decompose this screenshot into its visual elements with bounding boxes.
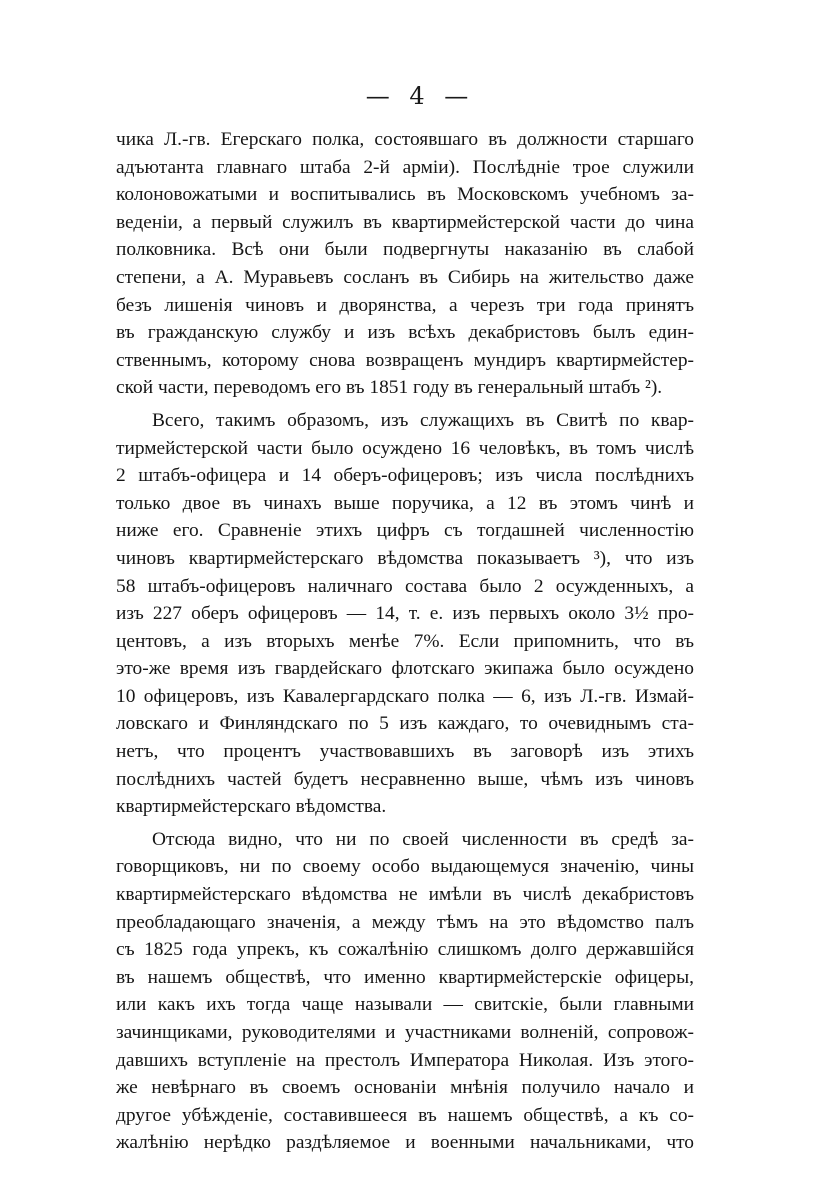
text-line: говорщиковъ, ни по своему особо выдающемуся значенію, чины [116,856,694,878]
text-line: 58 штабъ-офицеровъ наличнаго состава было 2 осужденныхъ, а [116,575,694,597]
paragraph-2 [116,407,694,821]
body-text [116,126,694,1162]
text-line: Всего, такимъ образомъ, изъ служащихъ въ Свитѣ по квар- [152,409,694,431]
text-line: другое убѣжденіе, составившееся въ нашемъ обществѣ, а къ со- [116,1104,694,1126]
text-line: жалѣнію нерѣдко раздѣляемое и военными начальниками, что [116,1132,694,1154]
text-line: полковника. Всѣ они были подвергнуты наказанію въ слабой [116,239,694,261]
text-line: адъютанта главнаго штаба 2-й арміи). Послѣдніе трое служили [116,156,694,178]
page-number: — 4 — [365,82,475,110]
text-line: давшихъ вступленіе на престолъ Императора Николая. Изъ этого- [116,1049,694,1071]
paragraph-1 [116,126,694,402]
text-line: веденіи, а первый служилъ въ квартирмейстерской части до чина [116,211,694,233]
text-line: зачинщиками, руководителями и участниками волненій, сопровож- [116,1022,694,1043]
text-line: Отсюда видно, что ни по своей численности въ средѣ за- [152,828,694,850]
text-line: колоновожатыми и воспитывались въ Московскомъ учебномъ за- [116,184,694,206]
text-line: ственнымъ, которому снова возвращенъ мундиръ квартирмейстер- [116,349,694,371]
text-line: изъ 227 оберъ офицеровъ — 14, т. е. изъ первыхъ около 3½ про- [116,603,694,625]
text-line: центовъ, а изъ вторыхъ менѣе 7%. Если припомнить, что въ [116,630,694,652]
text-line: въ гражданскую службу и изъ всѣхъ декабристовъ былъ един- [116,322,694,344]
text-line: это-же время изъ гвардейскаго флотскаго экипажа было осуждено [116,658,694,680]
text-line: степени, а А. Муравьевъ сосланъ въ Сибирь на жительство даже [116,266,694,288]
text-line: 10 офицеровъ, изъ Кавалергардскаго полка — 6, изъ Л.-гв. Измай- [116,685,694,707]
text-line: ниже его. Сравненіе этихъ цифръ съ тогдашней численностію [116,520,694,542]
text-line: преобладающаго значенія, а между тѣмъ на это вѣдомство палъ [116,911,694,933]
text-line: въ нашемъ обществѣ, что именно квартирмейстерскіе офицеры, [116,966,694,988]
text-line: чиновъ квартирмейстерскаго вѣдомства показываетъ ³), что изъ [116,547,694,569]
text-line: тирмейстерской части было осуждено 16 человѣкъ, въ томъ числѣ [116,437,694,459]
text-line: 2 штабъ-офицера и 14 оберъ-офицеровъ; изъ числа послѣднихъ [116,465,694,487]
text-line: съ 1825 года упрекъ, къ сожалѣнію слишкомъ долго державшійся [116,939,694,961]
text-line: или какъ ихъ тогда чаще называли — свитскіе, были главными [116,994,694,1016]
text-line: безъ лишенія чиновъ и дворянства, а черезъ три года принятъ [116,294,694,316]
text-line: ловскаго и Финляндскаго по 5 изъ каждаго, то очевиднымъ ста- [116,713,694,735]
text-line: нетъ, что процентъ участвовавшихъ въ заговорѣ изъ этихъ [116,741,694,763]
text-line: послѣднихъ частей будетъ несравненно выше, чѣмъ изъ чиновъ [116,768,694,790]
text-line: чика Л.-гв. Егерскаго полка, состоявшаго въ должности старшаго [116,129,694,150]
text-line: квартирмейстерскаго вѣдомства не имѣли въ числѣ декабристовъ [116,884,694,906]
paragraph-3 [116,826,694,1157]
text-line: ской части, переводомъ его въ 1851 году въ генеральный штабъ ²). [116,377,663,399]
text-line: квартирмейстерскаго вѣдомства. [116,796,387,818]
text-line: же невѣрнаго въ своемъ основаніи мнѣнія получило начало и [116,1077,694,1099]
text-line: только двое въ чинахъ выше поручика, а 12 въ этомъ чинѣ и [116,492,694,514]
